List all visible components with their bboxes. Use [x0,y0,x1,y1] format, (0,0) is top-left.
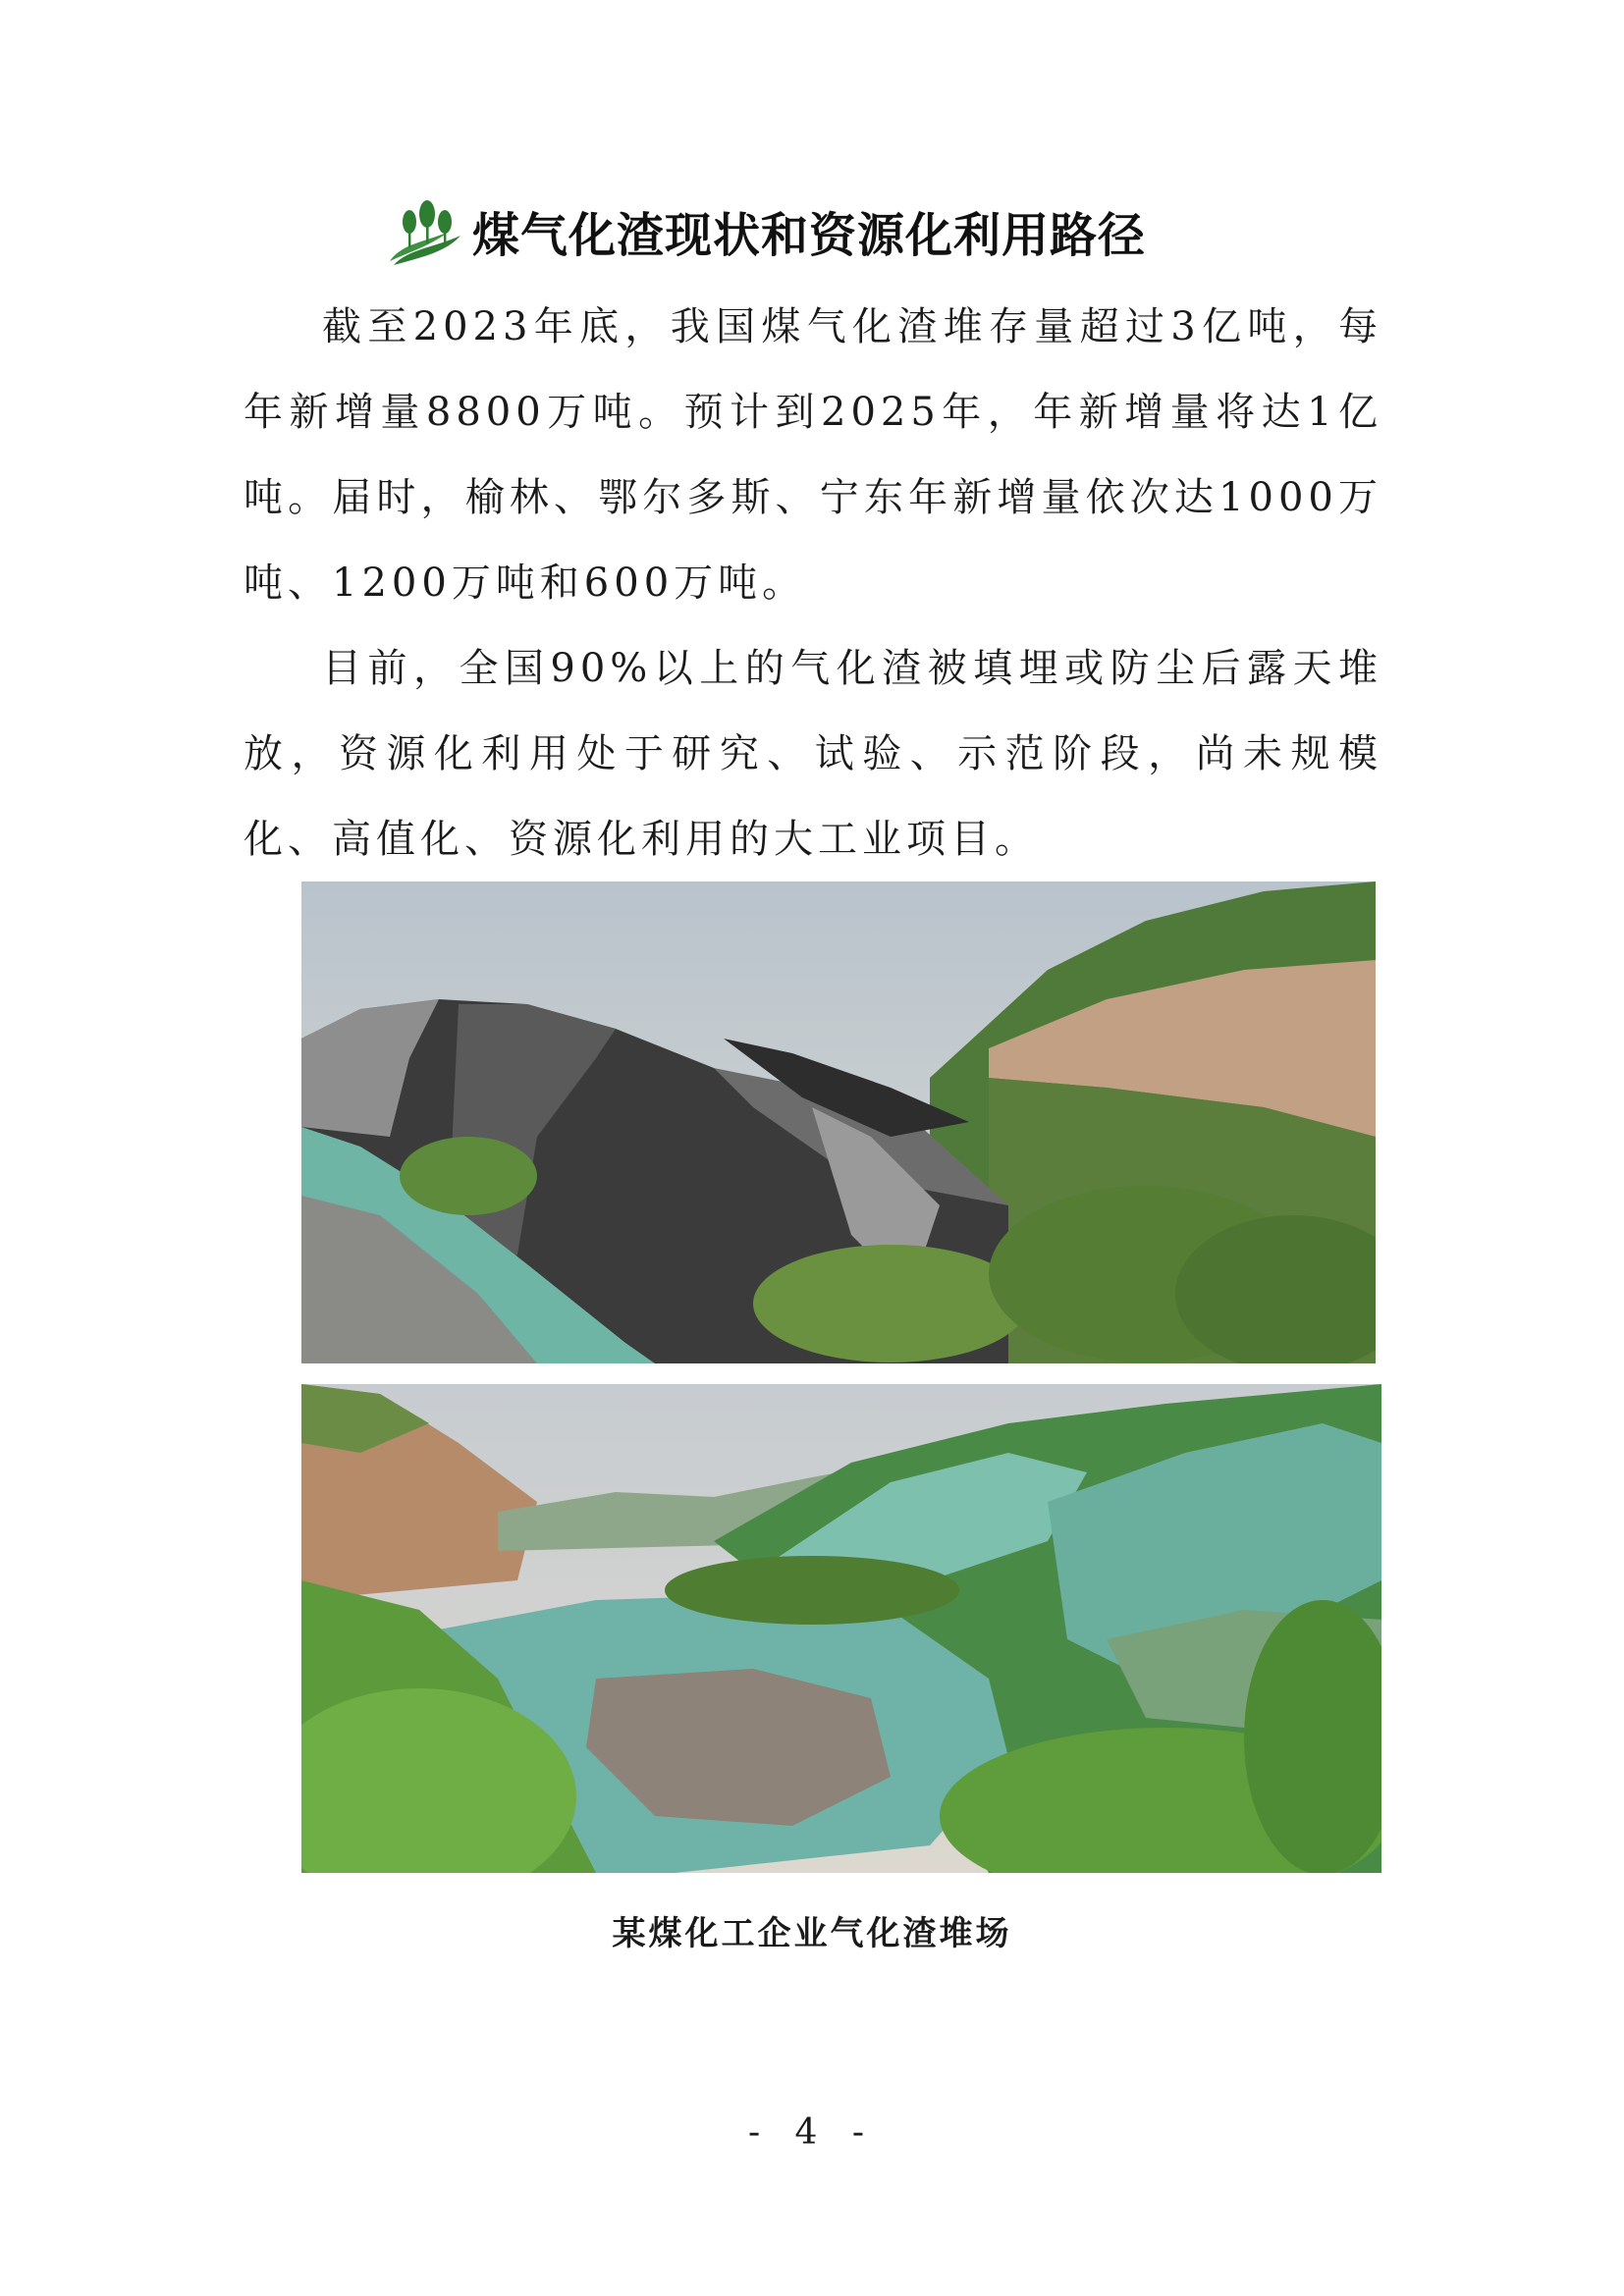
page-title: 煤气化渣现状和资源化利用路径 [472,207,1147,263]
paragraph-2: 目前，全国90%以上的气化渣被填埋或防尘后露天堆放，资源化利用处于研究、试验、示范阶段，尚未规模化、高值化、资源化利用的大工业项目。 [244,646,1382,862]
figure-caption: 某煤化工企业气化渣堆场 [612,1914,1012,1953]
tree-leaf-logo-icon [388,192,466,269]
body-text [244,285,1382,882]
paragraph-1: 截至2023年底，我国煤气化渣堆存量超过3亿吨，每年新增量8800万吨。预计到2025年，年新增量将达1亿吨。届时，榆林、鄂尔多斯、宁东年新增量依次达1000万吨、1200万吨和600万吨。 [244,304,1382,606]
page-number: - 4 - [747,2112,877,2153]
heading-row [388,191,1146,270]
slag-heap-photo-1 [301,881,1376,1363]
slag-heap-photo-2 [301,1384,1381,1873]
